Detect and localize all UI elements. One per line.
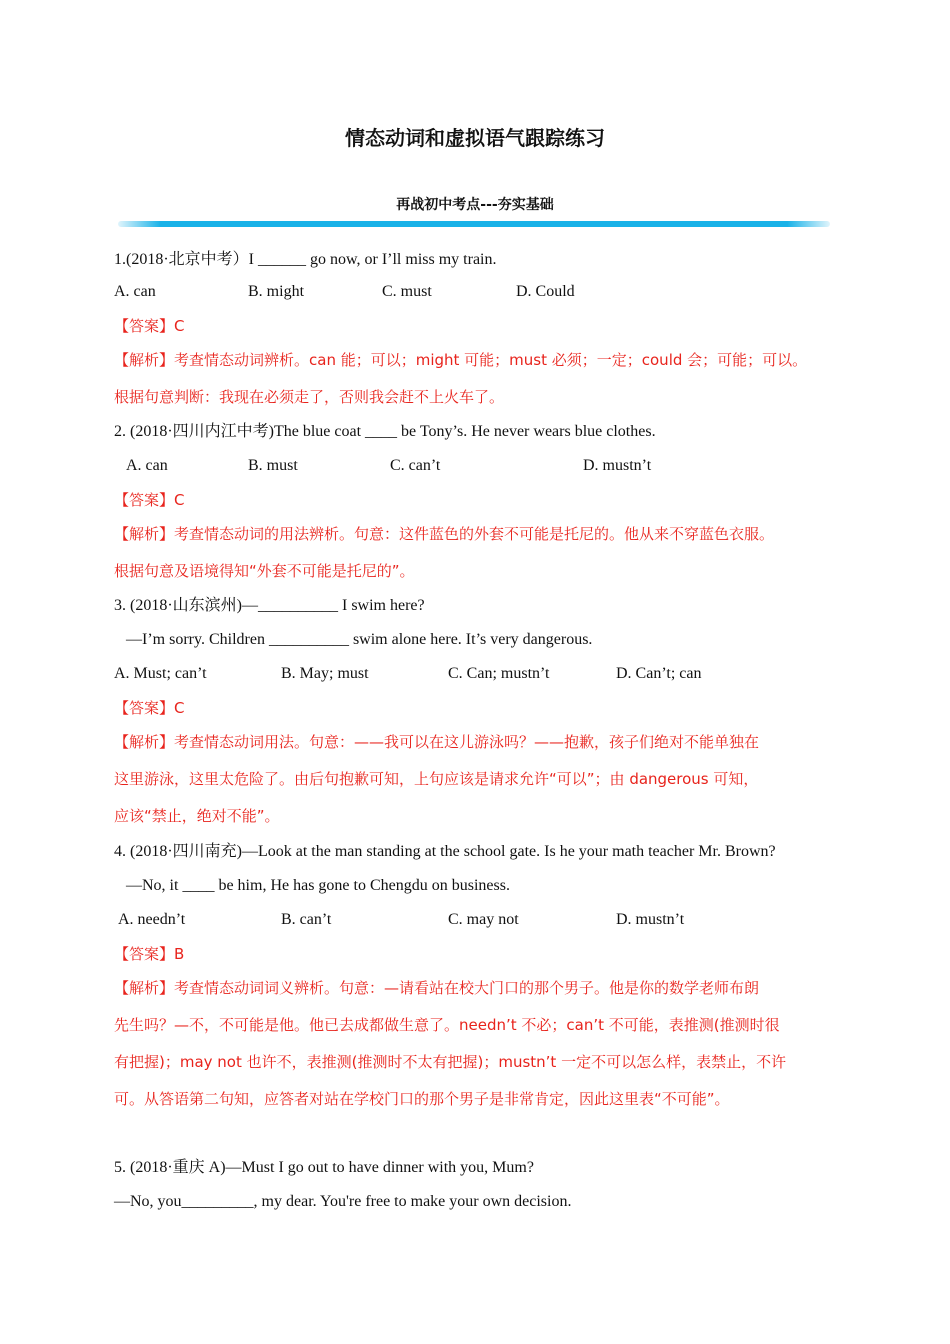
page-title: 情态动词和虚拟语气跟踪练习 [345,126,605,150]
question-4-analysis-line: 有把握)；may not 也许不，表推测(推测时不太有把握)；mustn’t 一定不可以怎么样，表禁止，不许 [114,1053,787,1071]
question-2-option-b: B. must [248,457,298,474]
question-1-option-c: C. must [382,283,432,300]
section-subtitle: 再战初中考点---夯实基础 [396,197,554,213]
question-4-answer: 【答案】B [114,945,185,963]
question-3-analysis-line: 应该“禁止，绝对不能”。 [114,807,280,825]
question-2-option-c: C. can’t [390,457,441,474]
question-4-analysis-line: 可。从答语第二句知，应答者对站在学校门口的那个男子是非常肯定，因此这里表“不可能”。 [114,1090,730,1108]
question-1-option-b: B. might [248,283,305,300]
question-1-option-d: D. Could [516,283,575,300]
question-4-analysis-line: 【解析】考查情态动词词义辨析。句意：—请看站在校大门口的那个男子。他是你的数学老师布朗 [114,979,760,997]
question-2-answer: 【答案】C [114,491,185,509]
question-3-reply: —I’m sorry. Children __________ swim alone here. It’s very dangerous. [126,631,593,648]
question-3-analysis-line: 【解析】考查情态动词用法。句意：——我可以在这儿游泳吗？——抱歉，孩子们绝对不能单独在 [114,733,760,751]
question-2-analysis-line: 根据句意及语境得知“外套不可能是托尼的”。 [114,562,415,580]
question-1-stem: 1.(2018·北京中考）I ______ go now, or I’ll miss my train. [114,251,497,268]
question-1-analysis-line: 根据句意判断：我现在必须走了，否则我会赶不上火车了。 [114,388,505,406]
question-3-analysis-line: 这里游泳，这里太危险了。由后句抱歉可知，上句应该是请求允许“可以”；由 dangerous 可知， [114,770,759,788]
question-5-stem: 5. (2018·重庆 A)—Must I go out to have dinner with you, Mum? [114,1159,534,1176]
question-4-option-c: C. may not [448,911,519,928]
question-4-reply: —No, it ____ be him, He has gone to Chengdu on business. [126,877,510,894]
question-5-reply: —No, you_________, my dear. You're free to make your own decision. [114,1193,572,1210]
question-3-option-d: D. Can’t; can [616,665,702,682]
question-2-option-d: D. mustn’t [583,457,652,474]
divider-rule [118,221,830,227]
question-2-stem: 2. (2018·四川内江中考)The blue coat ____ be Tony’s. He never wears blue clothes. [114,423,656,440]
question-4-option-a: A. needn’t [118,911,186,928]
question-4-option-b: B. can’t [281,911,332,928]
question-2-option-a: A. can [126,457,168,474]
question-3-option-a: A. Must; can’t [114,665,207,682]
question-1-answer: 【答案】C [114,317,185,335]
question-1-option-a: A. can [114,283,156,300]
question-3-option-b: B. May; must [281,665,369,682]
question-3-option-c: C. Can; mustn’t [448,665,550,682]
question-3-stem: 3. (2018·山东滨州)—__________ I swim here? [114,597,425,614]
question-1-analysis-line: 【解析】考查情态动词辨析。can 能；可以；might 可能；must 必须；一定；could 会；可能；可以。 [114,351,808,369]
question-2-analysis-line: 【解析】考查情态动词的用法辨析。句意：这件蓝色的外套不可能是托尼的。他从来不穿蓝色衣服。 [114,525,775,543]
question-4-analysis-line: 先生吗？—不，不可能是他。他已去成都做生意了。needn’t 不必；can’t 不可能，表推测(推测时很 [114,1016,780,1034]
question-4-option-d: D. mustn’t [616,911,685,928]
question-4-stem: 4. (2018·四川南充)—Look at the man standing at the school gate. Is he your math teacher Mr. Brown? [114,843,776,860]
question-3-answer: 【答案】C [114,699,185,717]
